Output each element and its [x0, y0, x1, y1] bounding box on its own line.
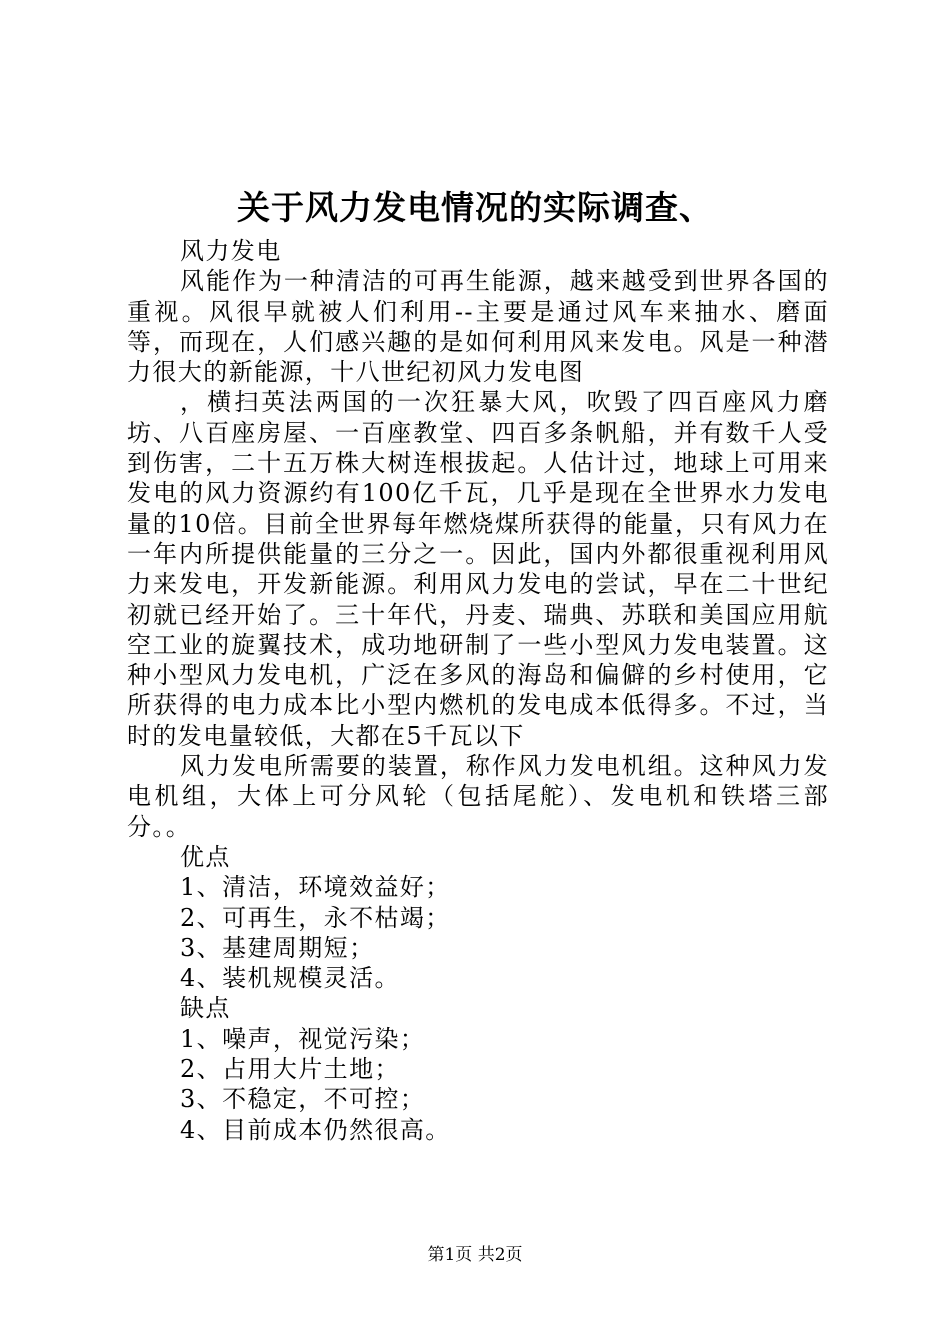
document-title: 关于风力发电情况的实际调查、: [237, 188, 713, 227]
paragraph-equipment: 风力发电所需要的装置，称作风力发电机组。这种风力发电机组，大体上可分风轮（包括尾舵）、发电机和铁塔三部分。。: [127, 752, 829, 841]
list-item: 2、可再生，永不枯竭；: [180, 903, 451, 932]
list-item: 4、装机规模灵活。: [180, 964, 400, 993]
list-item: 3、不稳定，不可控；: [180, 1085, 426, 1114]
paragraph-history: ，横扫英法两国的一次狂暴大风，吹毁了四百座风力磨坊、八百座房屋、一百座教堂、四百多条帆船，并有数千人受到伤害，二十五万株大树连根拔起。人估计过，地球上可用来发电的风力资源约有100亿千瓦，几乎是现在全世界水力发电量的10倍。目前全世界每年燃烧煤所获得的能量，只有风力在一年内所提供能量的三分之一。因此，国内外都很重视利用风力来发电，开发新能源。利用风力发电的尝试，早在二十世纪初就已经开始了。三十年代，丹麦、瑞典、苏联和美国应用航空工业的旋翼技术，成功地研制了一些小型风力发电装置。这种小型风力发电机，广泛在多风的海岛和偏僻的乡村使用，它所获得的电力成本比小型内燃机的发电成本低得多。不过，当时的发电量较低，大都在5千瓦以下: [127, 388, 829, 750]
document-body: [127, 236, 829, 1145]
advantages-heading: 优点: [180, 842, 231, 871]
section-heading: 风力发电: [180, 237, 282, 265]
disadvantages-heading: 缺点: [180, 994, 231, 1023]
list-item: 1、噪声，视觉污染；: [180, 1024, 426, 1053]
list-item: 2、占用大片土地；: [180, 1055, 400, 1084]
list-item: 3、基建周期短；: [180, 933, 375, 962]
page-footer: 第1页 共2页: [427, 1245, 523, 1265]
list-item: 1、清洁，环境效益好；: [180, 873, 451, 902]
list-item: 4、目前成本仍然很高。: [180, 1115, 451, 1144]
paragraph-intro: 风能作为一种清洁的可再生能源，越来越受到世界各国的重视。风很早就被人们利用--主要是通过风车来抽水、磨面等，而现在，人们感兴趣的是如何利用风来发电。风是一种潜力很大的新能源，十八世纪初风力发电图: [127, 267, 829, 387]
